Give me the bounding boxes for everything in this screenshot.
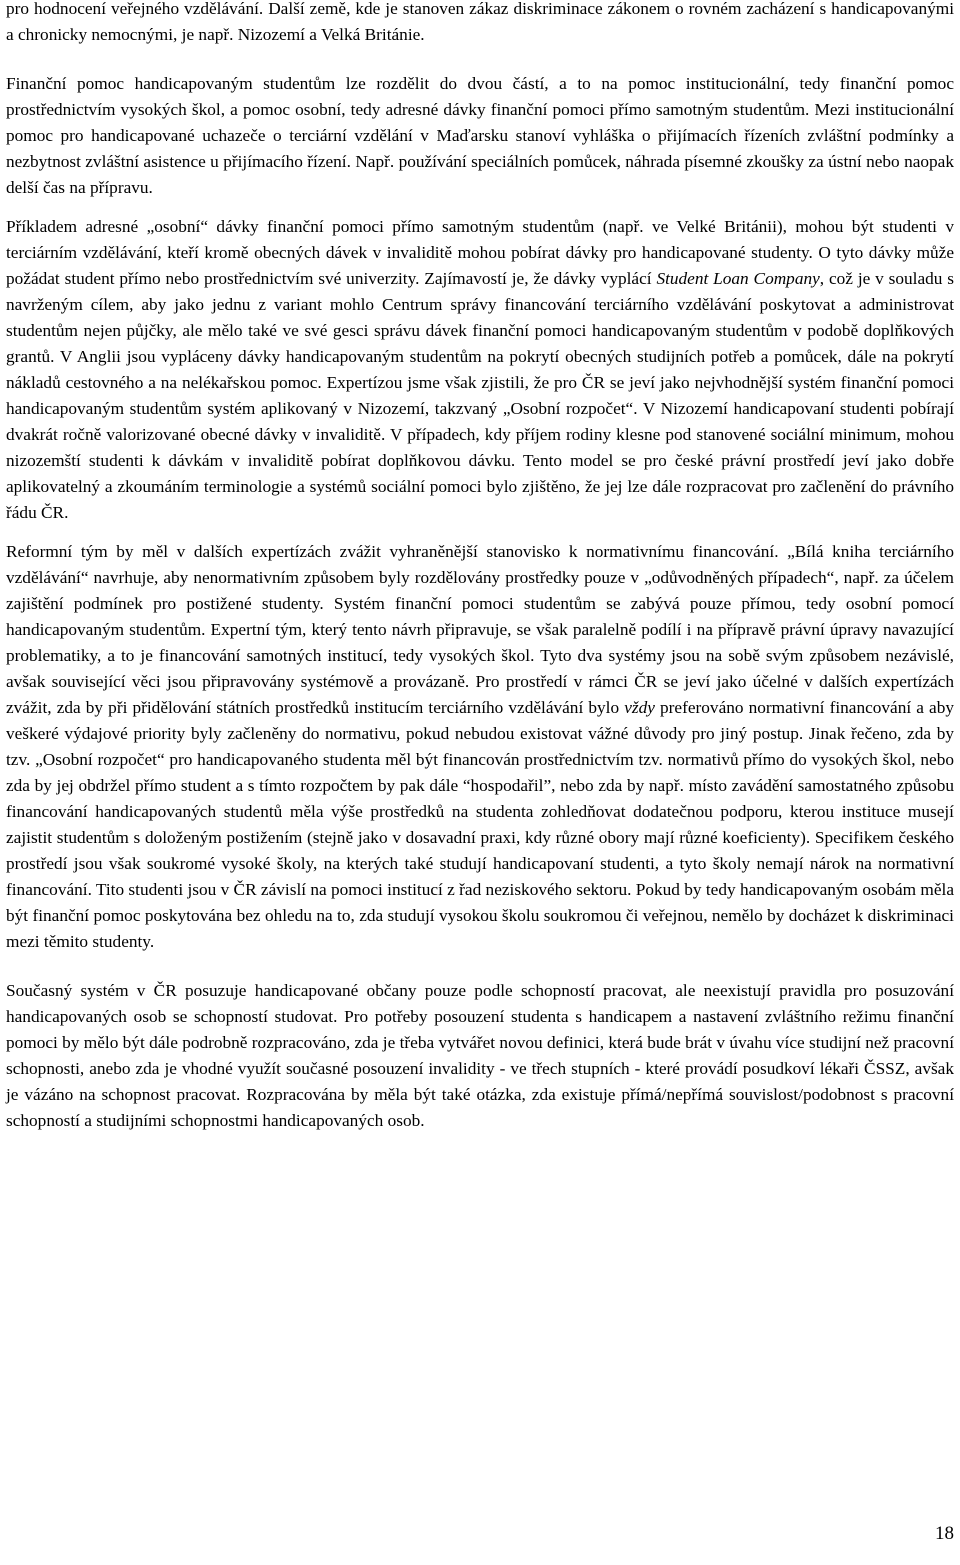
document-page [6,0,954,1134]
paragraph-text: preferováno normativní financování a aby veškeré výdajové priority byly začleněny do normativu, pokud nebudou existovat vážné důvody pro jiný postup. Jinak řečeno, zda by tzv. „Osobní rozpočet“ pro handicapovaného studenta měl být financován prostřednictvím tzv. normativů přímo do vysokých škol, nebo zda by jej obdržel přímo student a s tímto rozpočtem by pak dále “hospodařil”, nebo zda by např. místo zavádění samostatného způsobu financování handicapovaných studentů měla výše prostředků na studenta zohledňovat dodatečnou podporu, kterou instituce musejí zajistit studentům s doloženým postižením (stejně jako v dosavadní praxi, kdy různé obory mají různé koeficienty). Specifikem českého prostředí jsou však soukromé vysoké školy, na kterých také studují handicapovaní studenti, a tyto školy nemají nárok na normativní financování. Tito studenti jsou v ČR závislí na pomoci institucí z řad neziskového sektoru. Pokud by tedy handicapovaným osobám měla být finanční pomoc poskytována bez ohledu na to, zda studují vysokou školu soukromou či veřejnou, nemělo by docházet k diskriminaci mezi těmito studenty. [6,698,954,951]
paragraph [6,539,954,955]
paragraph [6,0,954,48]
paragraph-text: Finanční pomoc handicapovaným studentům lze rozdělit do dvou částí, a to na pomoc institucionální, tedy finanční pomoc prostřednictvím vysokých škol, a pomoc osobní, tedy adresné dávky finanční pomoci přímo samotným studentům. Mezi institucionální pomoc pro handicapované uchazeče o terciární vzdělání v Maďarsku stanoví vyhláška o přijímacích řízeních zvláštní podmínky a nezbytnost zvláštní asistence u přijímacího řízení. Např. používání speciálních pomůcek, náhrada písemné zkoušky za ústní nebo naopak delší čas na přípravu. [6,74,954,197]
page-number: 18 [935,1523,954,1544]
paragraph-text: pro hodnocení veřejného vzdělávání. Další země, kde je stanoven zákaz diskriminace zákonem o rovném zacházení s handicapovanými a chronicky nemocnými, je např. Nizozemí a Velká Británie. [6,0,954,44]
paragraph [6,978,954,1134]
paragraph-text: Současný systém v ČR posuzuje handicapované občany pouze podle schopností pracovat, ale neexistují pravidla pro posuzování handicapovaných osob se schopností studovat. Pro potřeby posouzení studenta s handicapem a nastavení zvláštního režimu finanční pomoci by mělo být dále podrobně rozpracováno, zda je třeba vytvářet novou definici, která bude brát v úvahu více studijní než pracovní schopnosti, anebo zda je vhodné využít současné posouzení invalidity - ve třech stupních - které provádí posudkoví lékaři ČSSZ, avšak je vázáno na schopnost pracovat. Rozpracována by měla být také otázka, zda existuje přímá/nepřímá souvislost/podobnost s pracovní schopností a studijními schopnostmi handicapovaných osob. [6,981,954,1130]
paragraph-text: Reformní tým by měl v dalších expertízách zvážit vyhraněnější stanovisko k normativnímu financování. „Bílá kniha terciárního vzdělávání“ navrhuje, aby nenormativním způsobem byly rozdělovány prostředky pouze v „odůvodněných případech“, např. za účelem zajištění podmínek pro postižené studenty. Systém finanční pomoci studentům se zabývá pouze přímou, tedy osobní pomocí handicapovaným studentům. Expertní tým, který tento návrh připravuje, se však paralelně podílí i na přípravě právní úpravy navazující problematiky, a to je financování samotných institucí, tedy vysokých škol. Tyto dva systémy jsou na sobě svým způsobem nezávislé, avšak související věci jsou připravovány systémově a provázaně. Pro prostředí v rámci ČR se jeví jako účelné v dalších expertízách zvážit, zda by při přidělování státních prostředků institucím terciárního vzdělávání bylo [6,542,954,717]
paragraph-text: , což je v souladu s navrženým cílem, aby jako jednu z variant mohlo Centrum správy financování terciárního vzdělávání poskytovat a administrovat studentům nejen půjčky, ale mělo také ve své gesci správu dávek finanční pomoci handicapovaným studentům v podobě doplňkových grantů. V Anglii jsou vypláceny dávky handicapovaným studentům na pokrytí obecných studijních potřeb a pomůcek, dále na pokrytí nákladů cestovného a na nelékařskou pomoc. Expertízou jsme však zjistili, že pro ČR se jeví jako nejvhodnější systém finanční pomoci handicapovaným studentům systém aplikovaný v Nizozemí, takzvaný „Osobní rozpočet“. V Nizozemí handicapovaní studenti pobírají dvakrát ročně valorizované obecné dávky v invaliditě. V případech, kdy příjem rodiny klesne pod stanovené sociální minimum, mohou nizozemští studenti k dávkám v invaliditě pobírat doplňkovou dávku. Tento model se pro české právní prostředí jeví jako dobře aplikovatelný a zkoumáním terminologie a systémů sociální pomoci bylo zjištěno, že jej lze dále rozpracovat pro začlenění do právního řádu ČR. [6,269,955,522]
emphasis-text: vždy [624,698,655,717]
paragraph-text: Příkladem adresné „osobní“ dávky finanční pomoci přímo samotným studentům (např. ve Velké Británii), mohou být studenti v terciárním vzdělávání, kteří kromě obecných dávek v invaliditě mohou pobírat dávky pro handicapované studenty. O tyto dávky může požádat student přímo nebo prostřednictvím své univerzity. Zajímavostí je, že dávky vyplácí [6,217,954,288]
company-name: Student Loan Company [656,269,820,288]
paragraph [6,71,954,201]
paragraph [6,214,954,526]
